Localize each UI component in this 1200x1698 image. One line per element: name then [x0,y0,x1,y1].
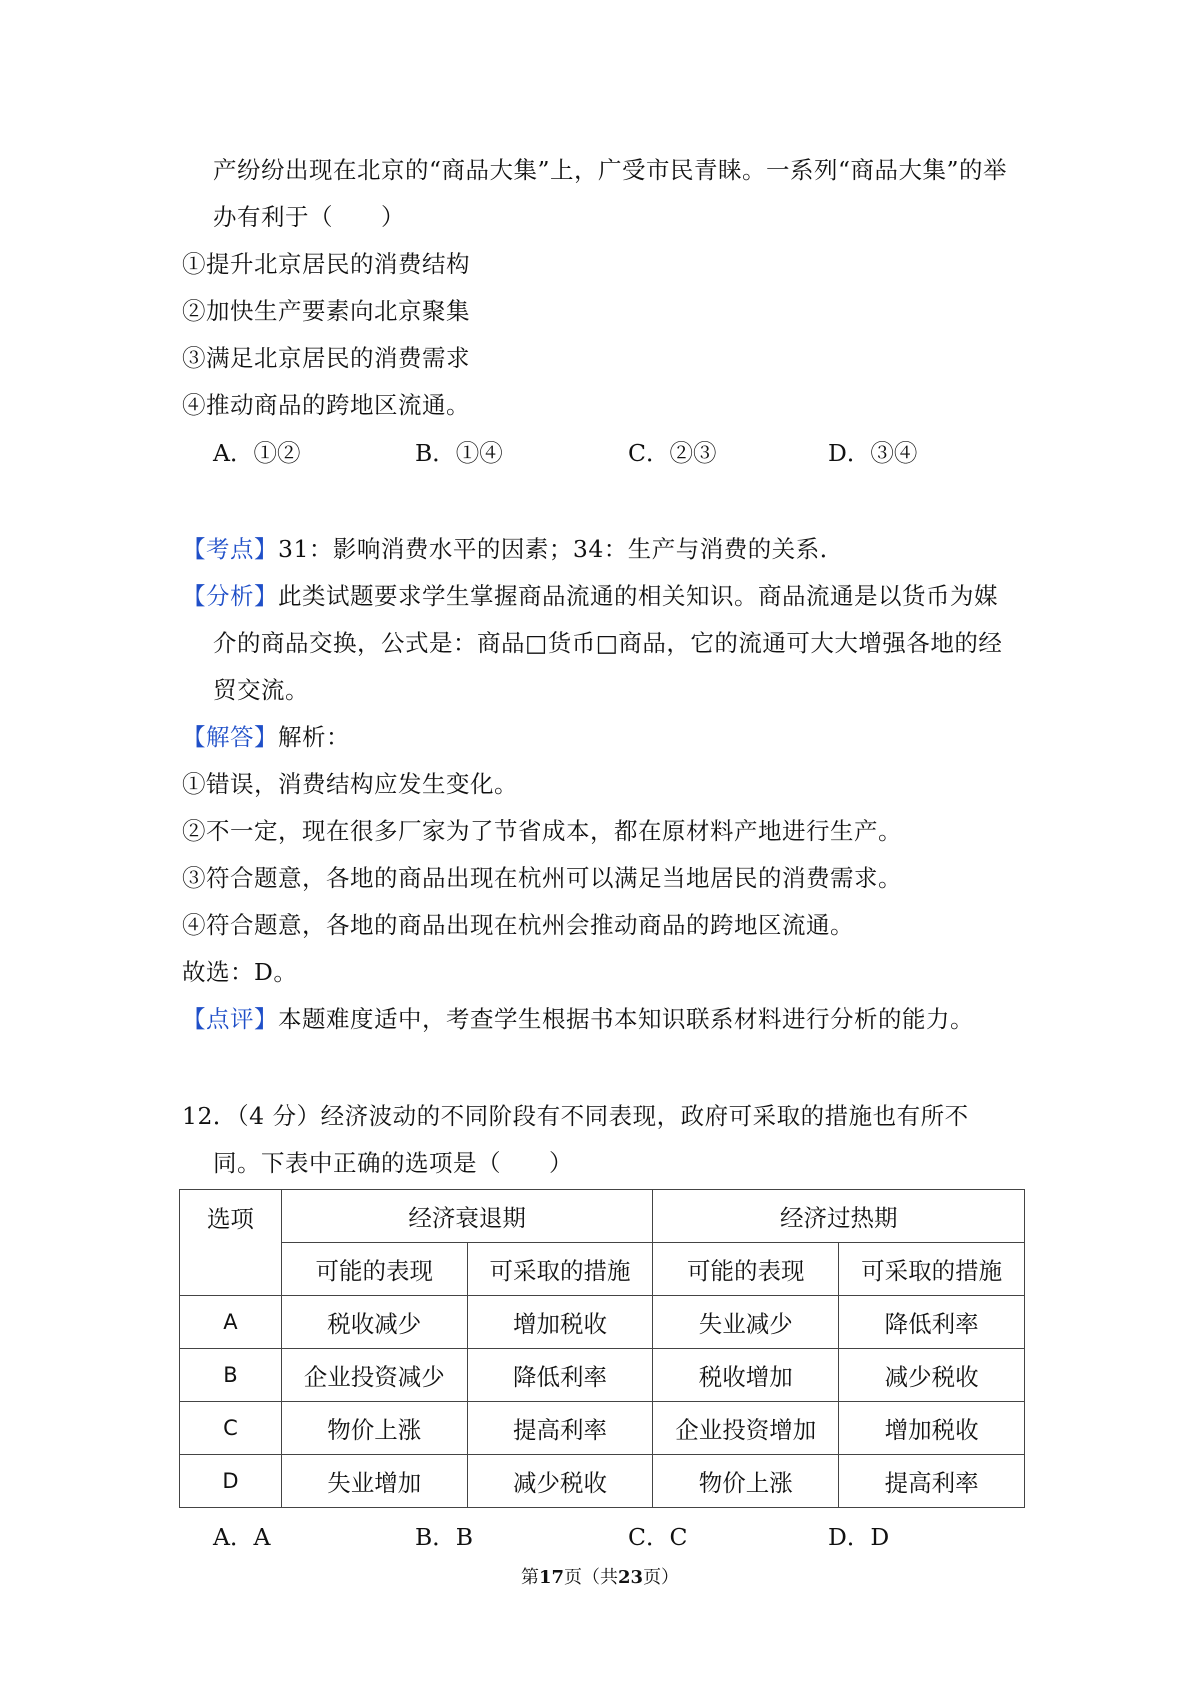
jieda-line [182,721,350,753]
header-overheating: 经济过热期 [653,1190,1025,1243]
subheader-cell: 可采取的措施 [839,1243,1025,1296]
question-text-line: 产纷纷出现在北京的“商品大集”上，广受市民青睐。一系列“商品大集”的举 [213,156,1008,184]
option-d: D．③④ [828,439,918,467]
table-cell: 企业投资增加 [653,1402,839,1455]
dianping-line [182,1003,974,1035]
subheader-cell: 可采取的措施 [467,1243,653,1296]
q12-option-c: C．C [628,1523,688,1551]
table-row [180,1455,1025,1508]
fenxi-tag: 【分析】 [182,582,278,610]
statement-1: ①提升北京居民的消费结构 [182,250,470,278]
question-text-line: 办有利于（ ） [213,203,405,231]
row-label: A [180,1296,282,1349]
table-header-row [180,1190,1025,1243]
table-cell: 增加税收 [467,1296,653,1349]
option-c: C．②③ [628,439,717,467]
table-cell: 税收增加 [653,1349,839,1402]
option-b: B．①④ [415,439,503,467]
table-cell: 物价上涨 [653,1455,839,1508]
option-a: A．①② [213,439,301,467]
table-cell: 企业投资减少 [281,1349,467,1402]
table-row [180,1296,1025,1349]
table-cell: 提高利率 [467,1402,653,1455]
q12-option-a: A．A [213,1523,271,1551]
table-row [180,1349,1025,1402]
row-label: C [180,1402,282,1455]
subheader-cell: 可能的表现 [653,1243,839,1296]
footer-mid: 页（共 [564,1567,618,1588]
subheader-cell: 可能的表现 [281,1243,467,1296]
total-pages: 23 [618,1567,644,1588]
table-cell: 降低利率 [839,1296,1025,1349]
table-cell: 减少税收 [839,1349,1025,1402]
q12-text-line: 同。下表中正确的选项是（ ） [213,1149,573,1177]
table-cell: 增加税收 [839,1402,1025,1455]
table-cell: 物价上涨 [281,1402,467,1455]
kaodian-tag: 【考点】 [182,535,278,563]
answer-point-1: ①错误，消费结构应发生变化。 [182,770,518,798]
q12-option-d: D．D [828,1523,890,1551]
header-recession: 经济衰退期 [281,1190,653,1243]
page-footer [0,1563,1200,1589]
table-cell: 失业减少 [653,1296,839,1349]
economic-cycle-table [179,1189,1025,1508]
kaodian-text: 31：影响消费水平的因素；34：生产与消费的关系． [278,535,844,563]
answer-choice: 故选：D。 [182,958,298,986]
table-row [180,1402,1025,1455]
statement-3: ③满足北京居民的消费需求 [182,344,470,372]
answer-point-4: ④符合题意，各地的商品出现在杭州会推动商品的跨地区流通。 [182,911,854,939]
dianping-text: 本题难度适中，考查学生根据书本知识联系材料进行分析的能力。 [278,1005,974,1033]
fenxi-text: 介的商品交换，公式是：商品□货币□商品，它的流通可大大增强各地的经 [213,629,1003,657]
jieda-text: 解析： [278,723,350,751]
row-label: D [180,1455,282,1508]
table-cell: 降低利率 [467,1349,653,1402]
footer-prefix: 第 [520,1567,539,1588]
q12-text-line: 12．（4 分）经济波动的不同阶段有不同表现，政府可采取的措施也有所不 [182,1102,969,1130]
jieda-tag: 【解答】 [182,723,278,751]
q12-option-b: B．B [415,1523,474,1551]
statement-4: ④推动商品的跨地区流通。 [182,391,470,419]
dianping-tag: 【点评】 [182,1005,278,1033]
table-cell: 减少税收 [467,1455,653,1508]
row-label: B [180,1349,282,1402]
table-cell: 提高利率 [839,1455,1025,1508]
statement-2: ②加快生产要素向北京聚集 [182,297,470,325]
page-number: 17 [538,1567,564,1588]
fenxi-line [182,580,998,612]
answer-point-2: ②不一定，现在很多厂家为了节省成本，都在原材料产地进行生产。 [182,817,902,845]
table-cell: 失业增加 [281,1455,467,1508]
table-subheader-row [180,1243,1025,1296]
footer-suffix: 页） [643,1567,680,1588]
fenxi-text: 贸交流。 [213,676,309,704]
fenxi-text: 此类试题要求学生掌握商品流通的相关知识。商品流通是以货币为媒 [278,582,998,610]
header-option: 选项 [180,1190,282,1296]
kaodian-line [182,533,844,565]
answer-point-3: ③符合题意，各地的商品出现在杭州可以满足当地居民的消费需求。 [182,864,902,892]
table-cell: 税收减少 [281,1296,467,1349]
